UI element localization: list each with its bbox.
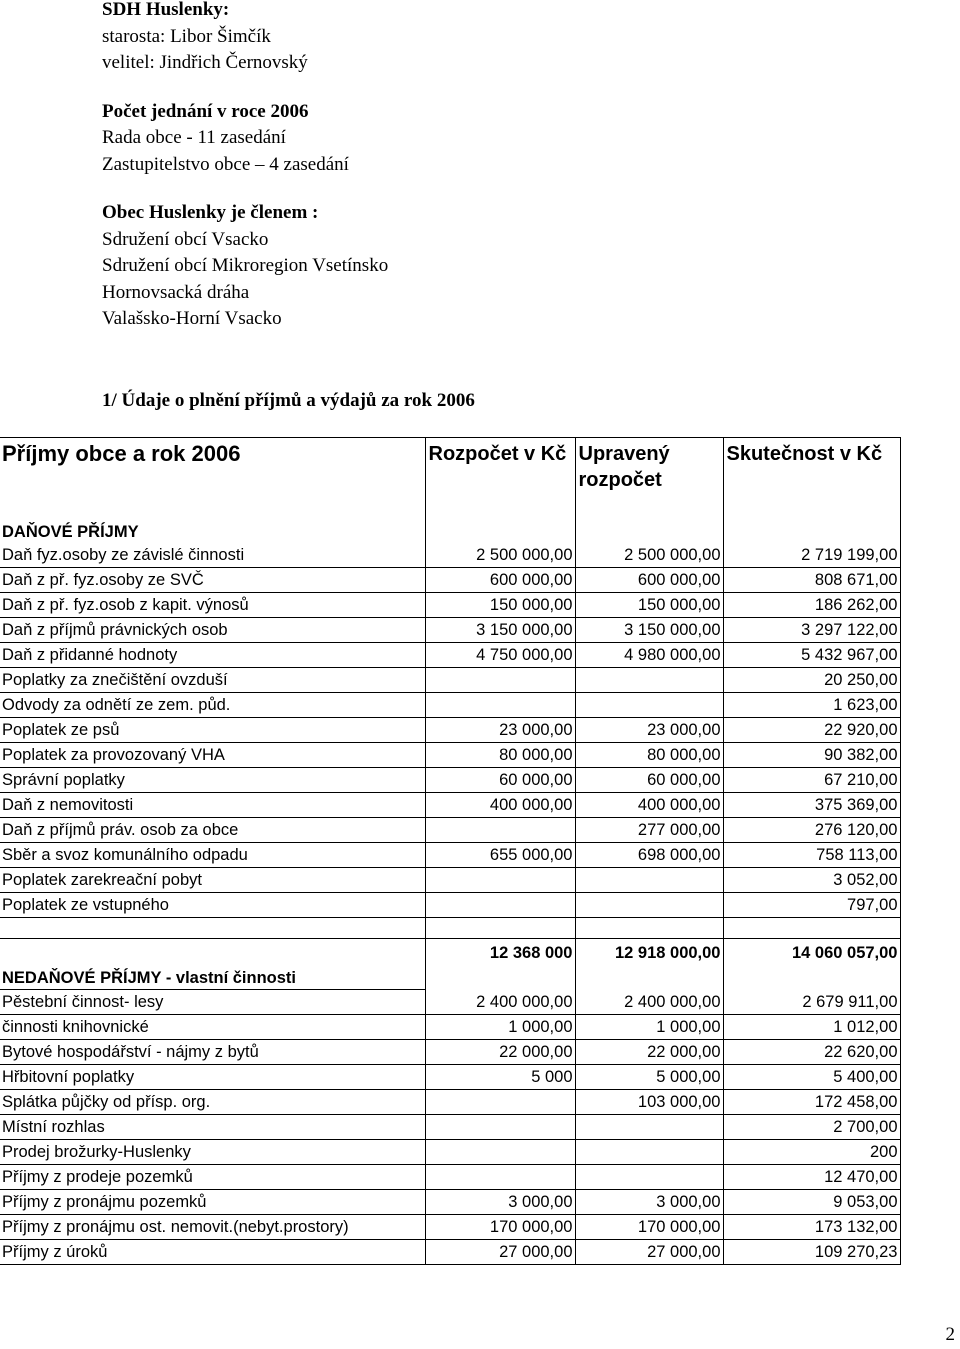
- row-label: Poplatky za znečištění ovzduší: [0, 668, 425, 693]
- cell-actual: 1 623,00: [723, 693, 900, 718]
- row-label: Poplatek za provozovaný VHA: [0, 743, 425, 768]
- cell-adjusted: 80 000,00: [575, 743, 723, 768]
- cell-adjusted: [575, 893, 723, 918]
- cell-budget: 22 000,00: [425, 1040, 575, 1065]
- intro-heading: Počet jednání v roce 2006: [102, 100, 309, 122]
- income-table: [0, 437, 901, 1265]
- intro-block-sdh: [102, 0, 802, 77]
- row-label: Daň z nemovitosti: [0, 793, 425, 818]
- cell-actual: 3 297 122,00: [723, 618, 900, 643]
- intro-line: Valašsko-Horní Vsacko: [102, 308, 282, 329]
- cell-budget: 4 750 000,00: [425, 643, 575, 668]
- cell-actual: 2 700,00: [723, 1115, 900, 1140]
- table-row: [0, 1040, 900, 1065]
- cell-adjusted: 3 150 000,00: [575, 618, 723, 643]
- cell-actual: 276 120,00: [723, 818, 900, 843]
- cell-budget: 150 000,00: [425, 593, 575, 618]
- category-row-tax: [0, 513, 900, 543]
- row-label: Poplatek zarekreační pobyt: [0, 868, 425, 893]
- table-row: [0, 793, 900, 818]
- row-label: Hřbitovní poplatky: [0, 1065, 425, 1090]
- cell-budget: [425, 868, 575, 893]
- cell-adjusted: 170 000,00: [575, 1215, 723, 1240]
- row-label: Bytové hospodářství - nájmy z bytů: [0, 1040, 425, 1065]
- spacer-row: [0, 918, 900, 939]
- table-header-row: [0, 438, 900, 514]
- row-label: Daň z př. fyz.osoby ze SVČ: [0, 568, 425, 593]
- cell-adjusted: 12 918 000,00: [575, 939, 723, 968]
- cell-actual: 67 210,00: [723, 768, 900, 793]
- cell-actual: 1 012,00: [723, 1015, 900, 1040]
- row-label: Příjmy z prodeje pozemků: [0, 1165, 425, 1190]
- row-label: Splátka půjčky od přísp. org.: [0, 1090, 425, 1115]
- table-row: [0, 1015, 900, 1040]
- cell-budget: 27 000,00: [425, 1240, 575, 1265]
- cell-adjusted: [575, 868, 723, 893]
- cell-budget: [425, 1165, 575, 1190]
- cell-actual: 2 719 199,00: [723, 543, 900, 568]
- cell-actual: 12 470,00: [723, 1165, 900, 1190]
- table-row: [0, 543, 900, 568]
- row-label: Poplatek ze vstupného: [0, 893, 425, 918]
- table-row: [0, 868, 900, 893]
- row-label: Příjmy z úroků: [0, 1240, 425, 1265]
- section-title: 1/ Údaje o plnění příjmů a výdajů za rok 2006: [102, 390, 475, 411]
- cell-budget: 400 000,00: [425, 793, 575, 818]
- row-label: Sběr a svoz komunálního odpadu: [0, 843, 425, 868]
- cell-adjusted: 1 000,00: [575, 1015, 723, 1040]
- cell-budget: 655 000,00: [425, 843, 575, 868]
- row-label: [0, 939, 425, 968]
- cell-adjusted: [575, 693, 723, 718]
- tax-total-row: [0, 939, 900, 968]
- intro-line: Sdružení obcí Vsacko: [102, 228, 269, 250]
- table-row: [0, 1215, 900, 1240]
- cell-actual: 14 060 057,00: [723, 939, 900, 968]
- cell-actual: 22 620,00: [723, 1040, 900, 1065]
- cell-adjusted: 4 980 000,00: [575, 643, 723, 668]
- intro-line: Zastupitelstvo obce – 4 zasedání: [102, 153, 349, 175]
- cell-adjusted: [575, 1115, 723, 1140]
- cell-adjusted: 2 400 000,00: [575, 990, 723, 1015]
- row-label: činnosti knihovnické: [0, 1015, 425, 1040]
- cell-budget: 23 000,00: [425, 718, 575, 743]
- cell-budget: [425, 693, 575, 718]
- cell-budget: 600 000,00: [425, 568, 575, 593]
- cell-adjusted: [575, 1140, 723, 1165]
- cell-adjusted: 400 000,00: [575, 793, 723, 818]
- cell-budget: 60 000,00: [425, 768, 575, 793]
- row-label: Daň z příjmů práv. osob za obce: [0, 818, 425, 843]
- table-row: [0, 743, 900, 768]
- cell-actual: 90 382,00: [723, 743, 900, 768]
- table-row: [0, 818, 900, 843]
- table-row: [0, 1240, 900, 1265]
- row-label: Daň fyz.osoby ze závislé činnosti: [0, 543, 425, 568]
- table-title: Příjmy obce a rok 2006: [0, 438, 425, 514]
- cell-actual: 22 920,00: [723, 718, 900, 743]
- cell-adjusted: 3 000,00: [575, 1190, 723, 1215]
- intro-block-membership: [102, 200, 802, 333]
- cell-actual: 3 052,00: [723, 868, 900, 893]
- col-header-adjusted: Upravený rozpočet: [575, 438, 723, 514]
- cell-budget: [425, 818, 575, 843]
- intro-line: Hornovsacká dráha: [102, 281, 250, 303]
- cell-budget: 5 000: [425, 1065, 575, 1090]
- cell-actual: 200: [723, 1140, 900, 1165]
- row-label: Příjmy z pronájmu pozemků: [0, 1190, 425, 1215]
- table-row: [0, 593, 900, 618]
- table-row: [0, 768, 900, 793]
- cell-budget: 1 000,00: [425, 1015, 575, 1040]
- row-label: Daň z příjmů právnických osob: [0, 618, 425, 643]
- col-header-budget: Rozpočet v Kč: [425, 438, 575, 514]
- intro-line: Sdružení obcí Mikroregion Vsetínsko: [102, 255, 389, 276]
- table-row: [0, 693, 900, 718]
- cell-adjusted: 27 000,00: [575, 1240, 723, 1265]
- cell-budget: 3 150 000,00: [425, 618, 575, 643]
- table-row: [0, 1065, 900, 1090]
- table-row: [0, 1140, 900, 1165]
- cell-adjusted: 22 000,00: [575, 1040, 723, 1065]
- cell-actual: 186 262,00: [723, 593, 900, 618]
- col-header-actual: Skutečnost v Kč: [723, 438, 900, 514]
- cell-adjusted: [575, 668, 723, 693]
- table-row: [0, 990, 900, 1015]
- cell-adjusted: 698 000,00: [575, 843, 723, 868]
- row-label: Prodej brožurky-Huslenky: [0, 1140, 425, 1165]
- cell-actual: 173 132,00: [723, 1215, 900, 1240]
- cell-actual: 758 113,00: [723, 843, 900, 868]
- cell-adjusted: 277 000,00: [575, 818, 723, 843]
- category-label: NEDAŇOVÉ PŘÍJMY - vlastní činnosti: [0, 967, 425, 990]
- table-row: [0, 618, 900, 643]
- cell-budget: 12 368 000: [425, 939, 575, 968]
- cell-adjusted: 23 000,00: [575, 718, 723, 743]
- table-row: [0, 1165, 900, 1190]
- cell-adjusted: 150 000,00: [575, 593, 723, 618]
- row-label: Odvody za odnětí ze zem. půd.: [0, 693, 425, 718]
- row-label: Daň z přidanné hodnoty: [0, 643, 425, 668]
- row-label: Místní rozhlas: [0, 1115, 425, 1140]
- cell-budget: 2 500 000,00: [425, 543, 575, 568]
- table-row: [0, 643, 900, 668]
- cell-budget: [425, 668, 575, 693]
- cell-budget: 3 000,00: [425, 1190, 575, 1215]
- category-label: DAŇOVÉ PŘÍJMY: [2, 523, 139, 541]
- table-row: [0, 718, 900, 743]
- table-row: [0, 1190, 900, 1215]
- cell-actual: 9 053,00: [723, 1190, 900, 1215]
- cell-budget: 80 000,00: [425, 743, 575, 768]
- cell-actual: 172 458,00: [723, 1090, 900, 1115]
- cell-budget: 2 400 000,00: [425, 990, 575, 1015]
- cell-adjusted: 103 000,00: [575, 1090, 723, 1115]
- cell-actual: 2 679 911,00: [723, 990, 900, 1015]
- intro-block-meetings: [102, 99, 802, 179]
- intro-line: Rada obce - 11 zasedání: [102, 127, 286, 148]
- table-row: [0, 1115, 900, 1140]
- cell-budget: 170 000,00: [425, 1215, 575, 1240]
- page-number: 2: [945, 1324, 955, 1345]
- cell-actual: 20 250,00: [723, 668, 900, 693]
- cell-actual: 5 432 967,00: [723, 643, 900, 668]
- cell-adjusted: 2 500 000,00: [575, 543, 723, 568]
- cell-actual: 5 400,00: [723, 1065, 900, 1090]
- table-row: [0, 568, 900, 593]
- cell-adjusted: [575, 1165, 723, 1190]
- cell-actual: 808 671,00: [723, 568, 900, 593]
- cell-budget: [425, 1090, 575, 1115]
- row-label: Pěstební činnost- lesy: [0, 990, 425, 1015]
- cell-budget: [425, 1140, 575, 1165]
- category-row-nontax: [0, 967, 900, 990]
- row-label: Správní poplatky: [0, 768, 425, 793]
- intro-heading: SDH Huslenky:: [102, 0, 230, 20]
- cell-actual: 109 270,23: [723, 1240, 900, 1265]
- row-label: Poplatek ze psů: [0, 718, 425, 743]
- income-table-body: [0, 438, 900, 1265]
- row-label: Příjmy z pronájmu ost. nemovit.(nebyt.prostory): [0, 1215, 425, 1240]
- cell-adjusted: 600 000,00: [575, 568, 723, 593]
- intro-line: velitel: Jindřich Černovský: [102, 52, 308, 73]
- intro-line: starosta: Libor Šimčík: [102, 25, 271, 47]
- cell-actual: 375 369,00: [723, 793, 900, 818]
- table-row: [0, 843, 900, 868]
- cell-actual: 797,00: [723, 893, 900, 918]
- cell-budget: [425, 893, 575, 918]
- table-row: [0, 893, 900, 918]
- intro-section: [102, 0, 802, 355]
- table-row: [0, 1090, 900, 1115]
- row-label: Daň z př. fyz.osob z kapit. výnosů: [0, 593, 425, 618]
- table-row: [0, 668, 900, 693]
- cell-adjusted: 60 000,00: [575, 768, 723, 793]
- intro-heading: Obec Huslenky je členem :: [102, 202, 319, 223]
- cell-budget: [425, 1115, 575, 1140]
- cell-adjusted: 5 000,00: [575, 1065, 723, 1090]
